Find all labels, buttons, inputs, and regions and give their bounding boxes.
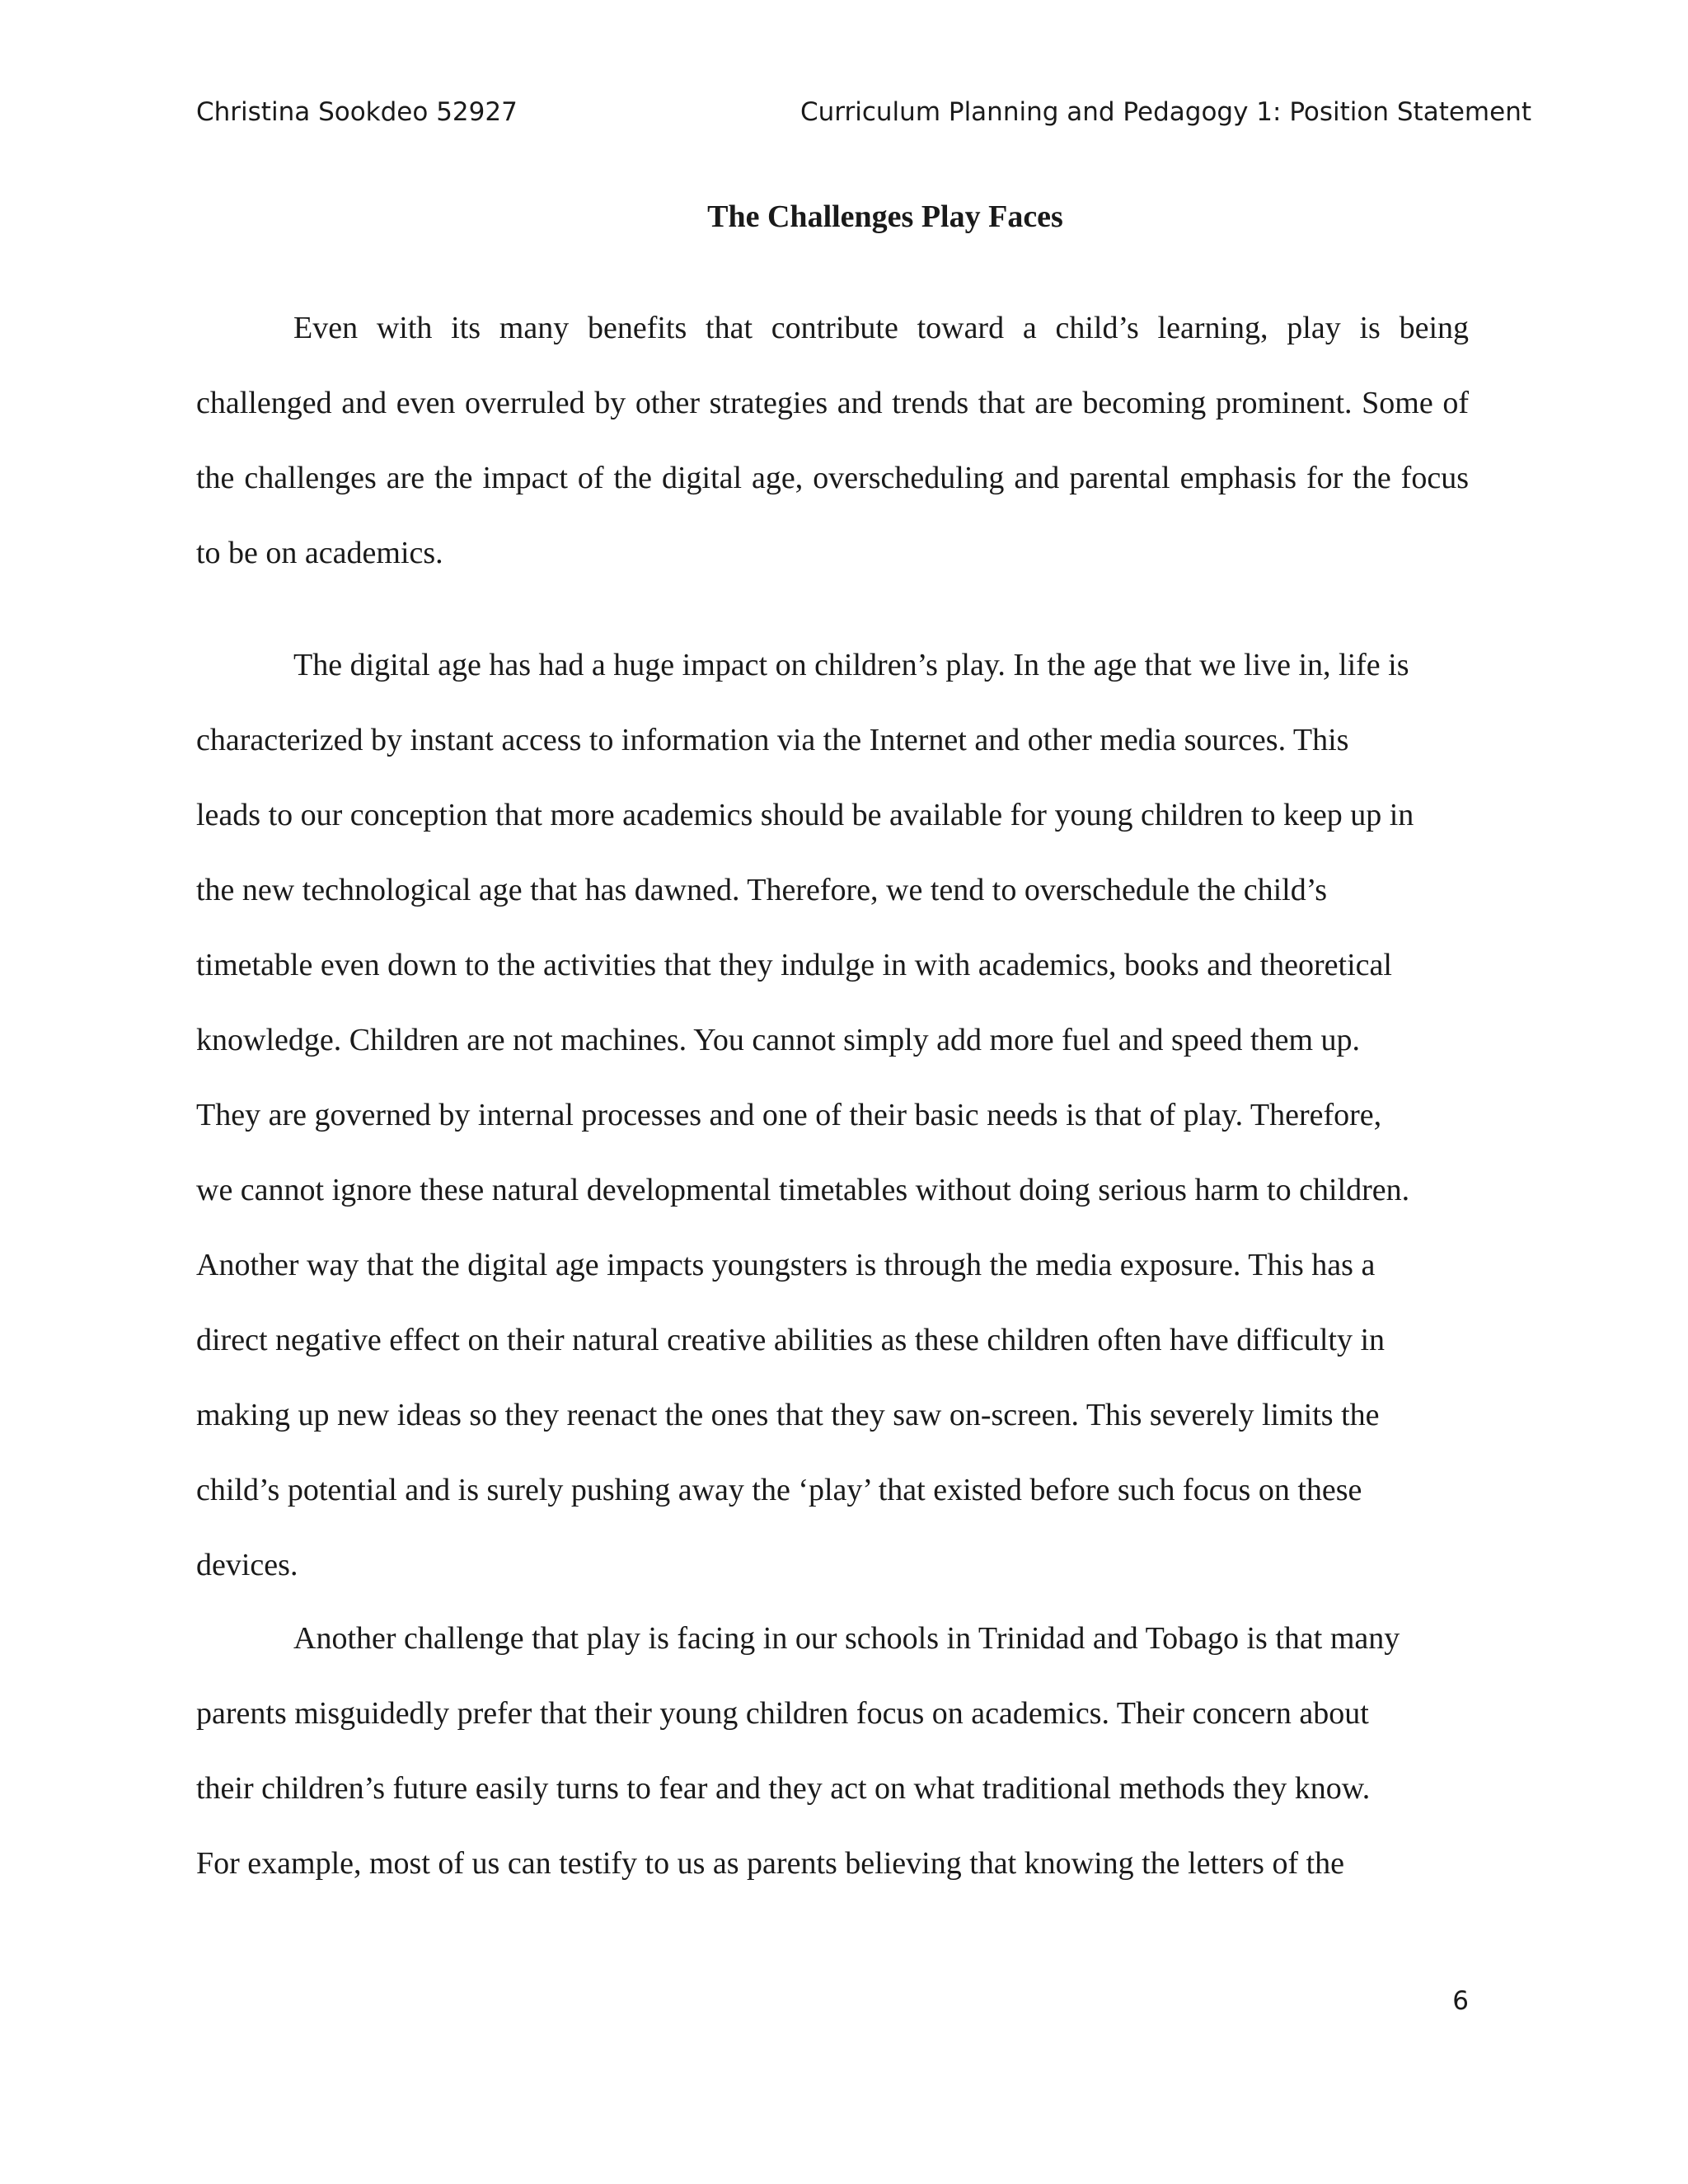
text-line: knowledge. Children are not machines. You cannot simply add more fuel and speed them up. [196,1023,1361,1057]
text-line: The digital age has had a huge impact on children’s play. In the age that we live in, life is [293,648,1409,682]
text-line: leads to our conception that more academics should be available for young children to keep up in [196,798,1414,832]
text-line: timetable even down to the activities that they indulge in with academics, books and theoretical [196,948,1392,982]
page-header [196,97,1531,138]
text-line: Another challenge that play is facing in our schools in Trinidad and Tobago is that many [293,1621,1400,1656]
header-course-title: Curriculum Planning and Pedagogy 1: Position Statement [800,97,1531,127]
text-line: we cannot ignore these natural developmental timetables without doing serious harm to children. [196,1173,1410,1207]
paragraph-1-text: Even with its many benefits that contribute toward a child’s learning, play is being challenged and even overruled by other strategies and trends that are becoming prominent. Some of the challenges are the impact of the digital age, overscheduling and parental emphasis for the focus to be on academics. [196,311,1469,570]
paragraph-1 [196,291,1469,591]
paragraph-2 [196,628,1469,1603]
section-title: The Challenges Play Faces [707,199,1063,234]
text-line: their children’s future easily turns to fear and they act on what traditional methods they know. [196,1771,1371,1806]
text-line: the new technological age that has dawned. Therefore, we tend to overschedule the child’s [196,873,1328,907]
text-line: direct negative effect on their natural creative abilities as these children often have difficulty in [196,1323,1385,1357]
text-line: child’s potential and is surely pushing away the ‘play’ that existed before such focus on these [196,1473,1362,1507]
text-line: Another way that the digital age impacts youngsters is through the media exposure. This has a [196,1248,1376,1282]
text-line: For example, most of us can testify to us as parents believing that knowing the letters of the [196,1846,1345,1881]
text-line: parents misguidedly prefer that their young children focus on academics. Their concern about [196,1696,1369,1731]
text-line: characterized by instant access to information via the Internet and other media sources. This [196,723,1349,757]
header-author: Christina Sookdeo 52927 [196,97,518,127]
text-line: They are governed by internal processes and one of their basic needs is that of play. Therefore, [196,1098,1382,1132]
text-line: devices. [196,1548,298,1582]
paragraph-3 [196,1601,1469,1901]
page-number: 6 [1452,1986,1469,2016]
text-line: making up new ideas so they reenact the ones that they saw on-screen. This severely limits the [196,1398,1380,1432]
